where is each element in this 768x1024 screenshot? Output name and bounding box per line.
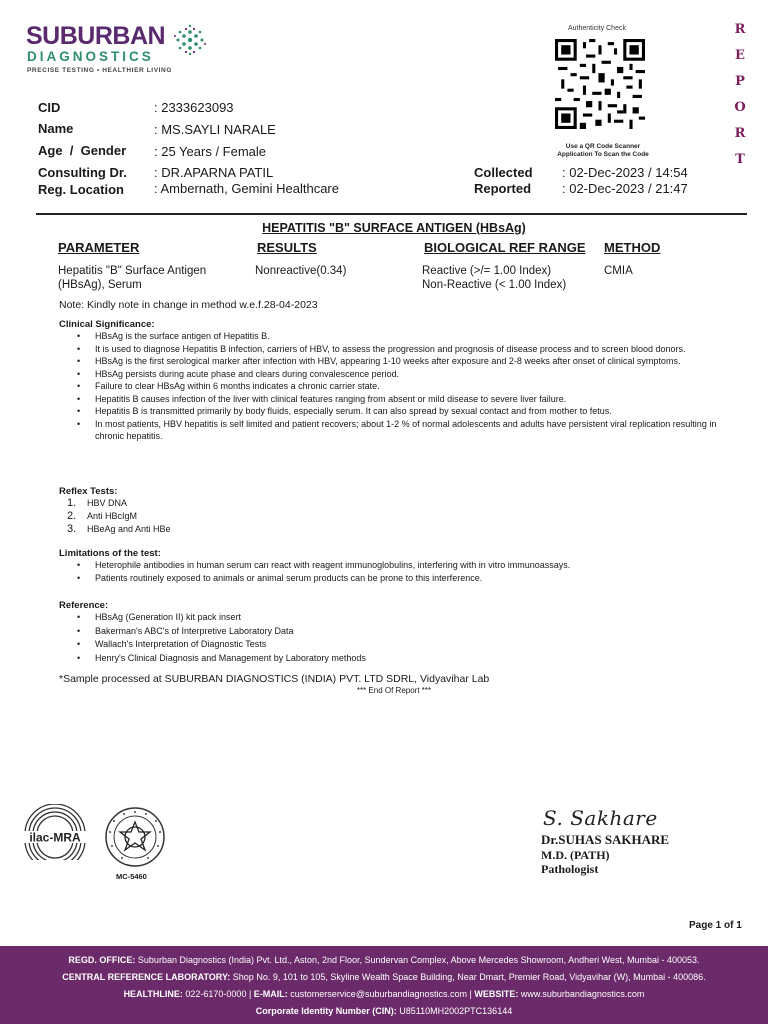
signatory-role: Pathologist bbox=[541, 862, 599, 876]
report-letter: P bbox=[735, 74, 745, 89]
list-item: • It is used to diagnose Hepatitis B infection, carriers of HBV, to assess the progression and prognosis of disease process and to screen blood donors. bbox=[73, 343, 723, 356]
signatory-name: Dr.SUHAS SAKHARE bbox=[541, 832, 670, 847]
limitations-title: Limitations of the test: bbox=[59, 548, 161, 559]
footer-line-2 bbox=[0, 969, 768, 986]
footer bbox=[0, 946, 768, 1024]
report-vertical-label bbox=[733, 22, 747, 178]
brand-name: SUBURBAN bbox=[26, 22, 166, 50]
consulting-dr-value: : DR.APARNA PATIL bbox=[154, 165, 274, 180]
name-value: : MS.SAYLI NARALE bbox=[154, 122, 276, 137]
brand-sub: DIAGNOSTICS bbox=[27, 49, 154, 64]
ilac-mra-logo bbox=[15, 804, 95, 860]
brand-logo bbox=[26, 22, 216, 78]
method-note: Note: Kindly note in change in method w.e.f.28-04-2023 bbox=[59, 299, 318, 311]
cid-label: CID bbox=[38, 100, 61, 115]
list-item: • Hepatitis B is transmitted primarily by body fluids, especially serum. It can also spread by sexual contact and from mother to fetus. bbox=[73, 405, 723, 418]
reg-location-label: Reg. Location bbox=[38, 182, 124, 197]
cid-value: : 2333623093 bbox=[154, 100, 234, 115]
footer-regd-label: REGD. OFFICE: bbox=[68, 955, 136, 965]
list-item: • Failure to clear HBsAg within 6 months indicates a chronic carrier state. bbox=[73, 380, 723, 393]
list-item: • HBsAg is the first serological marker after infection with HBV, appearing 1-10 weeks after exposure and 2-8 weeks after onset of clinical symptoms. bbox=[73, 355, 723, 368]
signature-script: S. Sakhare bbox=[543, 806, 658, 830]
clinical-list bbox=[73, 330, 723, 443]
list-text: HBeAg and Anti HBe bbox=[87, 524, 171, 534]
age-gender-value: : 25 Years / Female bbox=[154, 144, 267, 159]
list-number: 3. bbox=[67, 523, 77, 535]
result-cell: Nonreactive(0.34) bbox=[255, 265, 347, 277]
footer-email-label: E-MAIL: bbox=[253, 989, 288, 999]
list-item bbox=[59, 523, 659, 536]
report-letter: R bbox=[734, 126, 746, 141]
parameter-line-2: (HBsAg), Serum bbox=[58, 279, 142, 291]
header-results: RESULTS bbox=[257, 240, 317, 255]
test-title: HEPATITIS "B" SURFACE ANTIGEN (HBsAg) bbox=[262, 221, 526, 235]
brand-emblem-icon bbox=[172, 24, 208, 56]
footer-regd-text: Suburban Diagnostics (India) Pvt. Ltd., Aston, 2nd Floor, Sundervan Complex, Above Mercedes Showroom, Andheri West, Mumbai - 400053. bbox=[135, 955, 700, 965]
qr-code-icon bbox=[555, 38, 645, 130]
qr-caption-line-1: Use a QR Code Scanner bbox=[565, 143, 641, 150]
footer-lab-text: Shop No. 9, 101 to 105, Skyline Wealth Space Building, Near Dmart, Premier Road, Vidyavihar (W), Mumbai - 400086. bbox=[230, 972, 706, 982]
list-item: • Bakerman's ABC's of Interpretive Laboratory Data bbox=[73, 625, 723, 639]
report-letter: E bbox=[735, 48, 745, 63]
parameter-cell bbox=[58, 264, 206, 292]
brand-tagline: PRECISE TESTING • HEALTHIER LIVING bbox=[27, 67, 172, 74]
nabl-seal-icon bbox=[104, 806, 166, 868]
list-item: • Heterophile antibodies in human serum can react with reagent immunoglobulins, interfering with in vitro immunoassays. bbox=[73, 559, 723, 572]
header-divider bbox=[36, 213, 747, 215]
list-item: • HBsAg is the surface antigen of Hepatitis B. bbox=[73, 330, 723, 343]
reflex-section bbox=[59, 486, 659, 536]
reg-location-value: : Ambernath, Gemini Healthcare bbox=[154, 181, 339, 196]
collected-label: Collected bbox=[474, 165, 533, 180]
list-item bbox=[59, 497, 659, 510]
mc-number: MC-5460 bbox=[116, 872, 147, 881]
reference-title: Reference: bbox=[59, 600, 109, 611]
header-method: METHOD bbox=[604, 240, 661, 255]
header-range: BIOLOGICAL REF RANGE bbox=[424, 240, 586, 255]
footer-email-link[interactable]: customerservice@suburbandiagnostics.com | bbox=[287, 989, 475, 999]
reflex-title: Reflex Tests: bbox=[59, 486, 118, 497]
list-item bbox=[59, 510, 659, 523]
page-number: Page 1 of 1 bbox=[689, 920, 742, 931]
ilac-text: ilac-MRA bbox=[29, 830, 81, 845]
sample-note: *Sample processed at SUBURBAN DIAGNOSTICS (INDIA) PVT. LTD SDRL, Vidyavihar Lab bbox=[59, 673, 490, 685]
consulting-dr-label: Consulting Dr. bbox=[38, 165, 127, 180]
list-item: • Patients routinely exposed to animals or animal serum products can be prone to this interference. bbox=[73, 572, 723, 585]
footer-website-label: WEBSITE: bbox=[474, 989, 519, 999]
footer-lab-label: CENTRAL REFERENCE LABORATORY: bbox=[62, 972, 231, 982]
list-text: Anti HBcIgM bbox=[87, 511, 138, 521]
name-label: Name bbox=[38, 121, 74, 136]
end-of-report: *** End Of Report *** bbox=[356, 686, 432, 695]
footer-line-4 bbox=[0, 1003, 768, 1020]
method-cell: CMIA bbox=[604, 265, 633, 277]
footer-cin-text: U85110MH2002PTC136144 bbox=[396, 1006, 513, 1016]
qr-caption-line-2: Application To Scan the Code bbox=[557, 151, 649, 158]
clinical-title: Clinical Significance: bbox=[59, 319, 155, 330]
list-item: • Henry's Clinical Diagnosis and Management by Laboratory methods bbox=[73, 652, 723, 666]
signatory-degree: M.D. (PATH) bbox=[541, 848, 610, 862]
reported-label: Reported bbox=[474, 181, 532, 196]
footer-healthline-label: HEALTHLINE: bbox=[123, 989, 183, 999]
list-item: • HBsAg persists during acute phase and clears during convalescence period. bbox=[73, 368, 723, 381]
report-letter: O bbox=[734, 100, 746, 115]
range-cell bbox=[422, 264, 566, 292]
footer-line-1 bbox=[0, 952, 768, 969]
qr-caption-top: Authenticity Check bbox=[568, 25, 626, 32]
limitations-list bbox=[73, 559, 723, 584]
report-letter: R bbox=[734, 22, 746, 37]
list-item: • Wallach's Interpretation of Diagnostic Tests bbox=[73, 638, 723, 652]
list-number: 2. bbox=[67, 510, 77, 522]
collected-value: : 02-Dec-2023 / 14:54 bbox=[562, 165, 688, 180]
report-letter: T bbox=[735, 152, 745, 167]
parameter-line-1: Hepatitis "B" Surface Antigen bbox=[58, 265, 207, 277]
footer-healthline-text: 022-6170-0000 | bbox=[182, 989, 254, 999]
range-line-2: Non-Reactive (< 1.00 Index) bbox=[422, 279, 567, 291]
footer-line-3 bbox=[0, 986, 768, 1003]
list-text: HBV DNA bbox=[87, 498, 128, 508]
list-item: • Hepatitis B causes infection of the liver with clinical features ranging from absent or mild disease to severe liver failure. bbox=[73, 393, 723, 406]
qr-caption-bottom bbox=[548, 143, 658, 159]
reference-section bbox=[59, 600, 723, 665]
list-number: 1. bbox=[67, 497, 77, 509]
footer-cin-label: Corporate Identity Number (CIN): bbox=[255, 1006, 397, 1016]
reported-value: : 02-Dec-2023 / 21:47 bbox=[562, 181, 688, 196]
table-row bbox=[0, 264, 768, 294]
age-gender-label: Age / Gender bbox=[38, 143, 127, 158]
reflex-list bbox=[59, 497, 659, 536]
header-parameter: PARAMETER bbox=[58, 240, 140, 255]
footer-website-link[interactable]: www.suburbandiagnostics.com bbox=[518, 989, 645, 999]
list-item: • HBsAg (Generation II) kit pack insert bbox=[73, 611, 723, 625]
limitations-section bbox=[59, 548, 723, 584]
clinical-section bbox=[59, 319, 723, 443]
range-line-1: Reactive (>/= 1.00 Index) bbox=[422, 265, 552, 277]
list-item: • In most patients, HBV hepatitis is self limited and patient recovers; about 1-2 % of normal adolescents and adults have persistent viral replication resulting in chronic hepatitis. bbox=[73, 418, 723, 443]
reference-list bbox=[73, 611, 723, 665]
